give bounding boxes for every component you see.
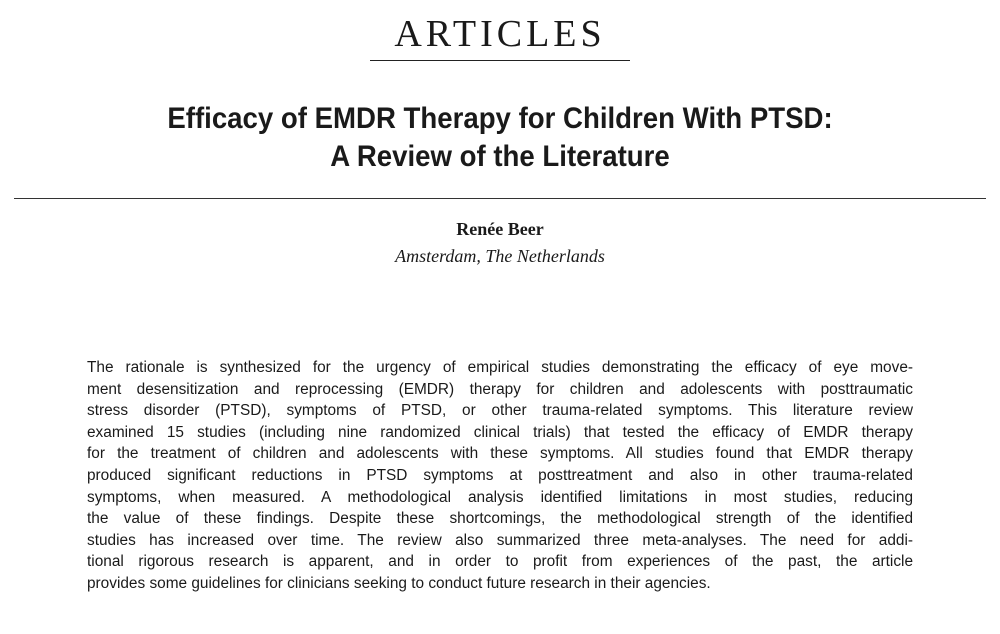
article-title-line-2: A Review of the Literature xyxy=(330,140,670,173)
abstract-line: examined 15 studies (including nine randomized clinical trials) that tested the efficacy of EMDR therapy xyxy=(87,423,913,441)
section-header-rule xyxy=(370,60,630,61)
author-name: Renée Beer xyxy=(456,219,544,239)
abstract-line: tional rigorous research is apparent, and in order to profit from experiences of the past, the article xyxy=(87,553,913,571)
abstract xyxy=(87,357,913,595)
section-header: ARTICLES xyxy=(394,13,606,55)
abstract-line: provides some guidelines for clinicians seeking to conduct future research in their agencies. xyxy=(87,574,711,592)
abstract-line: for the treatment of children and adolescents with these symptoms. All studies found that EMDR therapy xyxy=(87,445,913,463)
abstract-line: ment desensitization and reprocessing (EMDR) therapy for children and adolescents with posttraumatic xyxy=(87,380,913,398)
article-title-line-1: Efficacy of EMDR Therapy for Children With PTSD: xyxy=(167,102,833,135)
author-affiliation: Amsterdam, The Netherlands xyxy=(395,246,605,266)
abstract-line: studies has increased over time. The review also summarized three meta-analyses. The need for addi- xyxy=(87,531,913,549)
article-title xyxy=(77,100,923,176)
title-divider xyxy=(14,198,986,199)
abstract-line: stress disorder (PTSD), symptoms of PTSD, or other trauma-related symptoms. This literature review xyxy=(87,402,913,420)
abstract-line: symptoms, when measured. A methodological analysis identified limitations in most studies, reducing xyxy=(87,488,913,506)
abstract-line: produced significant reductions in PTSD symptoms at posttreatment and also in other trauma-related xyxy=(87,466,913,484)
abstract-line: the value of these findings. Despite these shortcomings, the methodological strength of the identified xyxy=(87,510,913,528)
abstract-line: The rationale is synthesized for the urgency of empirical studies demonstrating the efficacy of eye move- xyxy=(87,359,913,376)
